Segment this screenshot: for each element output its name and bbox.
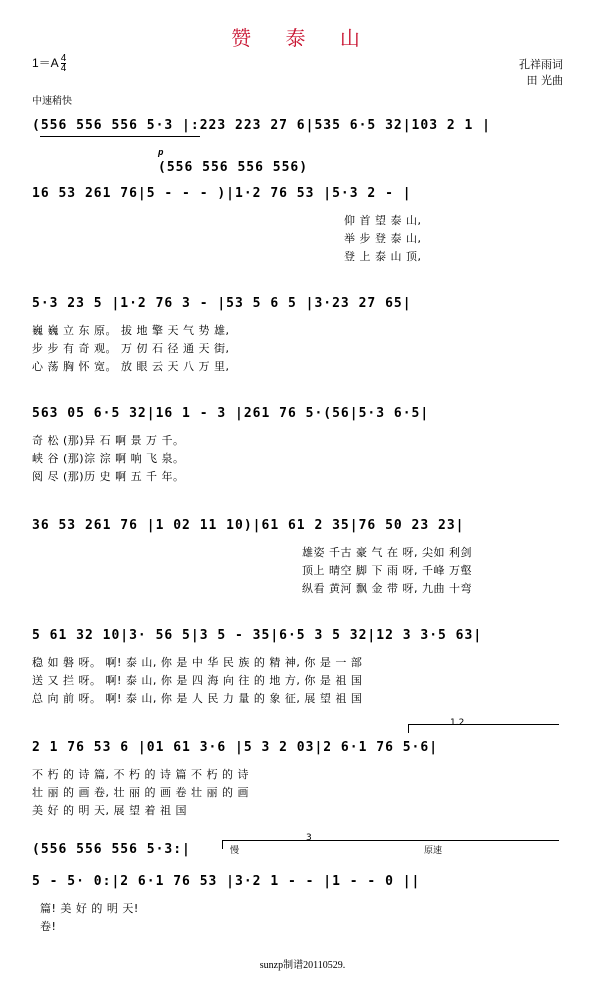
volta-bracket	[408, 724, 559, 733]
original-tempo-marking: 原速	[424, 846, 443, 856]
beam-line	[40, 136, 200, 137]
lyric-line: 顶上 晴空 脚 下 雨 呀, 千峰 万壑	[302, 564, 472, 577]
volta-label-3: 3	[306, 833, 312, 843]
lyric-line: 雄姿 千古 豪 气 在 呀, 尖如 利剑	[302, 546, 472, 559]
notation-row-3: 5·3 23 5 |1·2 76 3 - |53 5 6 5 |3·23 27 65|	[32, 296, 412, 311]
volta-bracket-3	[222, 840, 559, 849]
key-signature	[32, 54, 66, 73]
composer-credit: 田 光曲	[526, 74, 563, 87]
notation-row-1: (556 556 556 5·3 |:223 223 27 6|535 6·5 32|103 2 1 |	[32, 118, 491, 133]
key-label: 1＝A	[32, 56, 59, 70]
notation-row-6: 5 61 32 10|3· 56 5|3 5 - 35|6·5 3 5 32|12 3 3·5 63|	[32, 628, 483, 643]
lyric-line: 步 步 有 奇 观。 万 仞 石 径 通 天 街,	[32, 342, 230, 355]
intro-phrase: (556 556 556 556)	[158, 160, 309, 175]
slow-marking: 慢	[230, 846, 240, 856]
lyric-line: 仰 首 望 泰 山,	[344, 214, 422, 227]
notation-row-2: 16 53 261 76|5 - - - )|1·2 76 53 |5·3 2 - |	[32, 186, 412, 201]
dynamic-mark: p	[158, 148, 165, 158]
lyric-line: 送 又 拦 呀。 啊! 泰 山, 你 是 四 海 向 往 的 地 方, 你 是 祖 国	[32, 674, 363, 687]
notation-row-5: 36 53 261 76 |1 02 11 10)|61 61 2 35|76 50 23 23|	[32, 518, 465, 533]
notation-row-7: 2 1 76 53 6 |01 61 3·6 |5 3 2 03|2 6·1 76 5·6|	[32, 740, 439, 755]
time-top: 4	[60, 53, 67, 65]
lyric-line: 阅 尽 (那)历 史 啊 五 千 年。	[32, 470, 185, 483]
lyric-line: 奇 松 (那)异 石 啊 景 万 千。	[32, 434, 185, 447]
lyric-line: 峡 谷 (那)淙 淙 啊 响 飞 泉。	[32, 452, 185, 465]
lyric-line: 纵看 黄河 飘 金 带 呀, 九曲 十弯	[302, 582, 472, 595]
tempo-marking: 中速稍快	[32, 96, 72, 107]
lyric-line: 不 朽 的 诗 篇, 不 朽 的 诗 篇 不 朽 的 诗	[32, 768, 249, 781]
time-bottom: 4	[60, 63, 67, 75]
lyric-line: 美 好 的 明 天, 展 望 着 祖 国	[32, 804, 187, 817]
lyricist-credit: 孔祥雨词	[519, 58, 563, 71]
notation-row-8: 5 - 5· 0:|2 6·1 76 53 |3·2 1 - - |1 - - 0 ||	[32, 874, 421, 889]
lyric-line: 壮 丽 的 画 卷, 壮 丽 的 画 卷 壮 丽 的 画	[32, 786, 249, 799]
lyric-line: 举 步 登 泰 山,	[344, 232, 422, 245]
interlude-phrase: (556 556 556 5·3:|	[32, 842, 191, 857]
time-signature	[61, 54, 67, 73]
lyric-line: 稳 如 磐 呀。 啊! 泰 山, 你 是 中 华 民 族 的 精 神, 你 是 一 部	[32, 656, 363, 669]
notation-row-4: 563 05 6·5 32|16 1 - 3 |261 76 5·(56|5·3 6·5|	[32, 406, 430, 421]
lyric-line: 卷!	[40, 920, 57, 933]
footer-credit: sunzp制谱20110529.	[259, 960, 346, 971]
song-title: 赞 泰 山	[231, 26, 374, 50]
lyric-line: 总 向 前 呀。 啊! 泰 山, 你 是 人 民 力 量 的 象 征, 展 望 祖 国	[32, 692, 363, 705]
lyric-line: 篇! 美 好 的 明 天!	[40, 902, 139, 915]
lyric-line: 登 上 泰 山 顶,	[344, 250, 422, 263]
volta-label: 1.2	[450, 718, 465, 728]
lyric-line: 巍 巍 立 东 原。 拔 地 擎 天 气 势 雄,	[32, 324, 230, 337]
lyric-line: 心 荡 胸 怀 宽。 放 眼 云 天 八 万 里,	[32, 360, 230, 373]
